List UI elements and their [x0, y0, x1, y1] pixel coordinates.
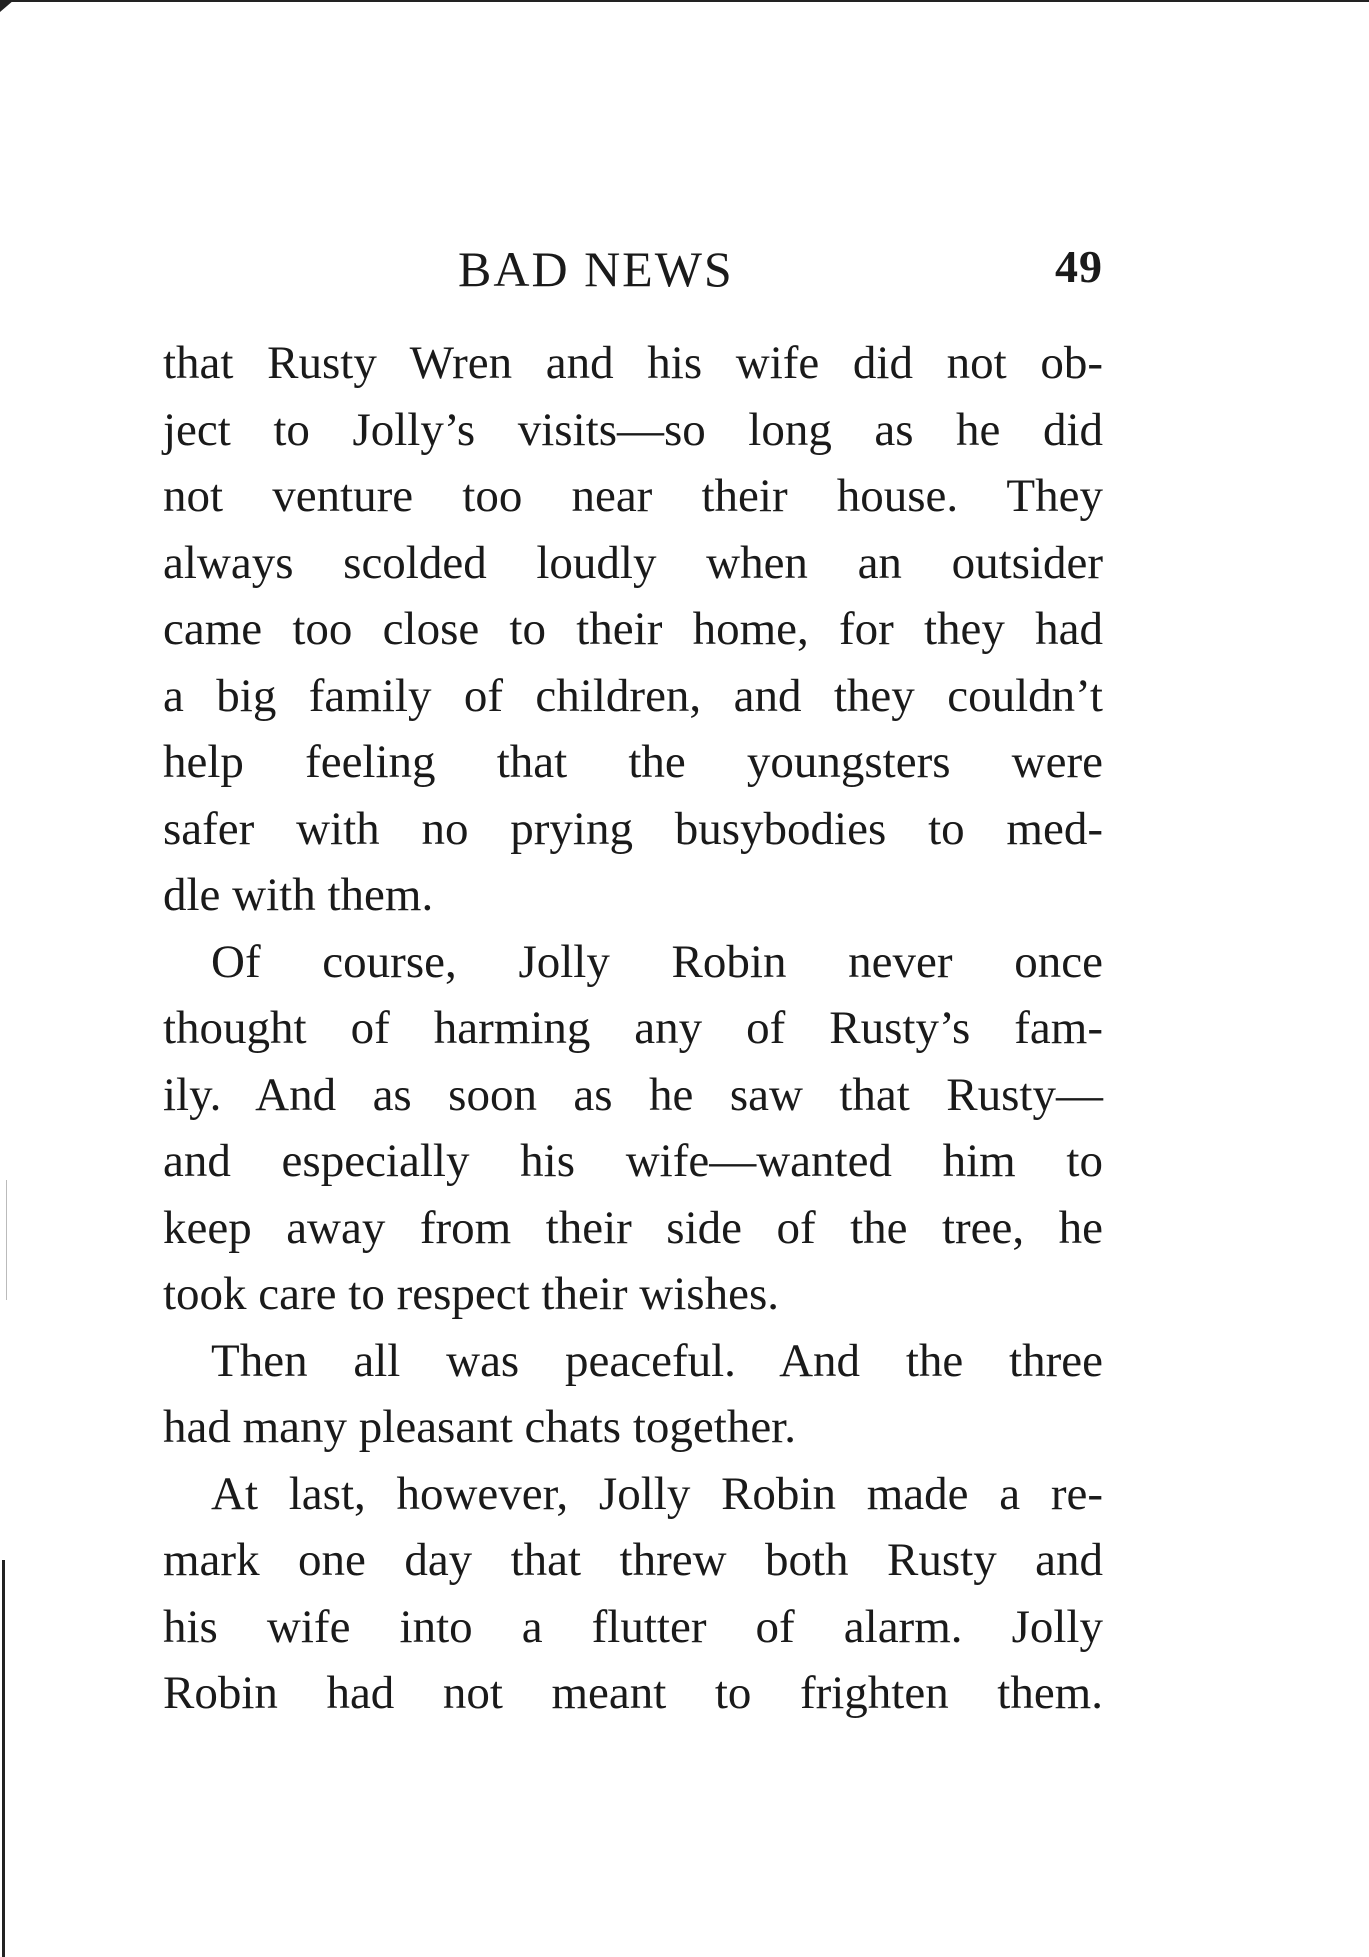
text-line: had many pleasant chats together. — [163, 1401, 796, 1453]
text-line: and especially his wife—wanted him to — [163, 1135, 1103, 1187]
text-line: that Rusty Wren and his wife did not ob- — [163, 337, 1103, 389]
paragraph — [163, 1328, 1103, 1461]
running-title: BAD NEWS — [458, 241, 734, 297]
text-line: safer with no prying busybodies to med- — [163, 802, 1103, 855]
text-line: At last, however, Jolly Robin made a re- — [211, 1467, 1103, 1520]
text-line: Of course, Jolly Robin never once — [211, 935, 1103, 988]
scan-edge-top — [0, 0, 1369, 9]
text-line: thought of harming any of Rusty’s fam- — [163, 1002, 1103, 1054]
paragraph — [163, 330, 1103, 929]
text-line: dle with them. — [163, 869, 434, 921]
body-text — [163, 330, 1103, 1727]
text-line: took care to respect their wishes. — [163, 1268, 780, 1320]
text-line: ily. And as soon as he saw that Rusty— — [163, 1068, 1103, 1121]
text-line: mark one day that threw both Rusty and — [163, 1534, 1103, 1586]
page-header — [163, 240, 1103, 300]
text-line: always scolded loudly when an outsider — [163, 536, 1103, 589]
text-line: came too close to their home, for they had — [163, 603, 1103, 655]
text-line: help feeling that the youngsters were — [163, 736, 1103, 788]
text-line: not venture too near their house. They — [163, 470, 1103, 522]
scan-edge-left — [2, 1560, 5, 1957]
text-line: keep away from their side of the tree, he — [163, 1201, 1103, 1254]
scan-edge-left-faint — [6, 1180, 7, 1300]
text-line: Then all was peaceful. And the three — [211, 1334, 1103, 1387]
text-line: ject to Jolly’s visits—so long as he did — [163, 403, 1103, 456]
text-line: Robin had not meant to frighten them. — [163, 1667, 1103, 1719]
paragraph — [163, 1461, 1103, 1727]
page-number: 49 — [1055, 241, 1103, 292]
text-line: his wife into a flutter of alarm. Jolly — [163, 1600, 1103, 1653]
paragraph — [163, 929, 1103, 1328]
text-line: a big family of children, and they couldn’t — [163, 669, 1103, 722]
